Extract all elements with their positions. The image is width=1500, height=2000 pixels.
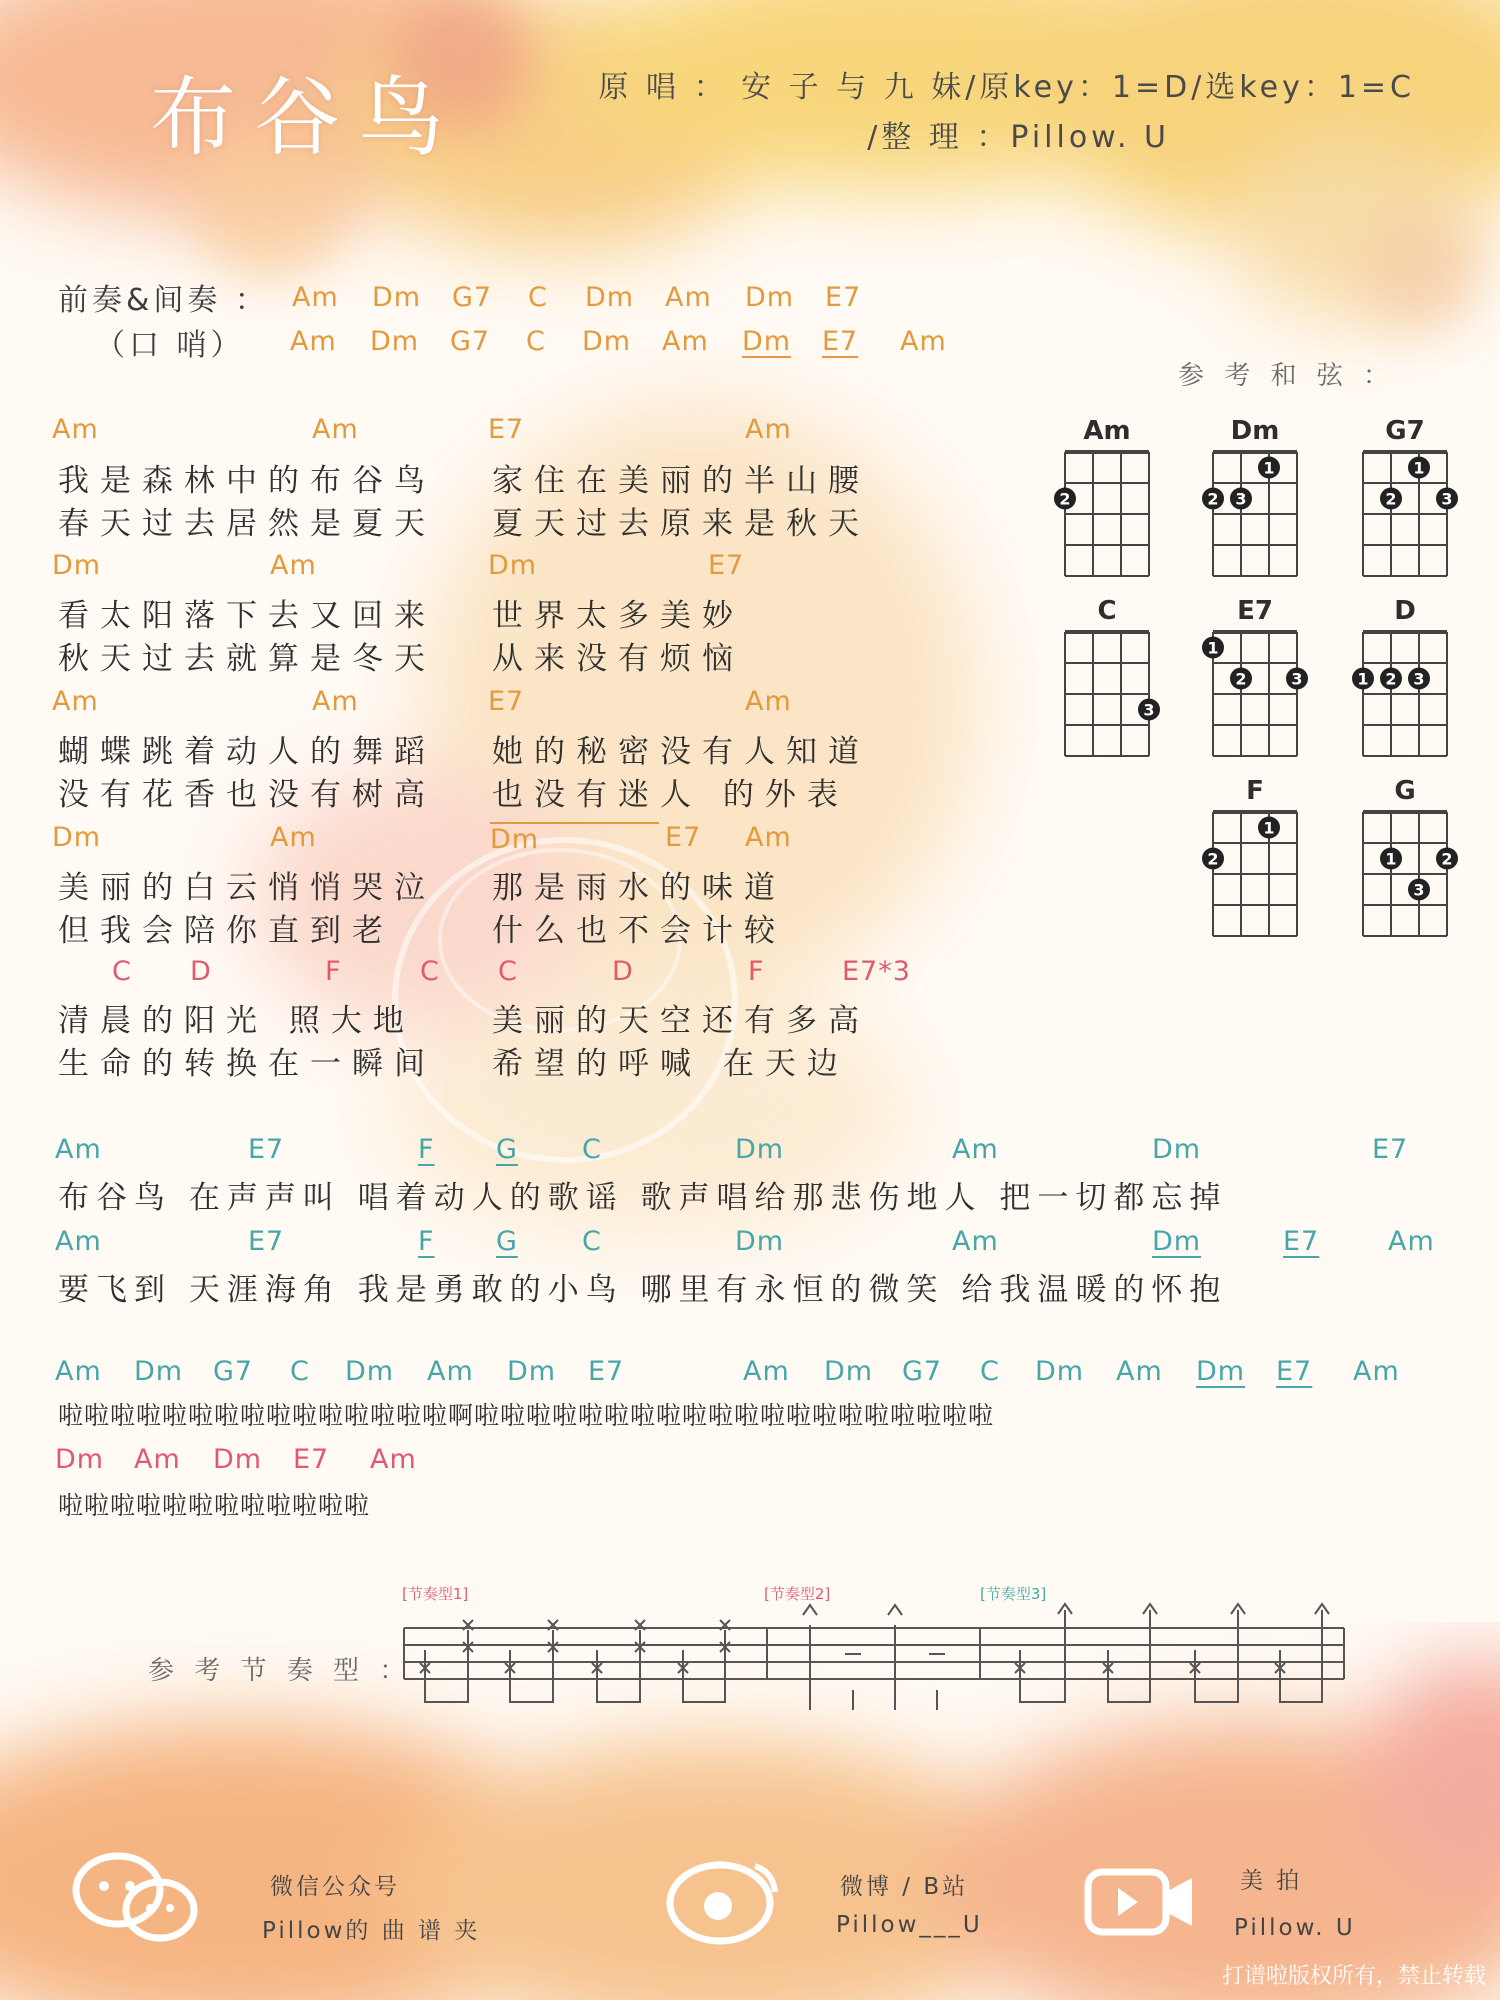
chord: Am	[662, 326, 709, 357]
verse-lyric: 她的秘密没有人知道	[492, 734, 870, 770]
song-meta-line1: 原 唱 ： 安 子 与 九 妹/原key：1=D/选key：1=C	[598, 70, 1415, 105]
outro-lyric: 啦啦啦啦啦啦啦啦啦啦啦啦啦啦啦啊啦啦啦啦啦啦啦啦啦啦啦啦啦啦啦啦啦啦啦啦	[58, 1401, 995, 1430]
song-title: 布谷鸟	[150, 68, 462, 168]
song-meta-line2: /整 理 ：Pillow. U	[867, 120, 1170, 155]
chord: C	[582, 1226, 602, 1257]
chord-diagram-name: G7	[1385, 416, 1425, 446]
chord: Am	[55, 1226, 102, 1257]
finger-number: 2	[1207, 489, 1219, 509]
chord: C	[290, 1356, 310, 1387]
chord: E7	[1276, 1356, 1313, 1387]
chord: D	[190, 956, 212, 987]
chord: E7	[1372, 1134, 1409, 1165]
chord: Dm	[507, 1356, 557, 1387]
chord: F	[418, 1226, 435, 1257]
chord: Dm	[52, 822, 102, 853]
meipai-label: 美 拍	[1240, 1868, 1303, 1894]
chord: E7	[665, 822, 702, 853]
weibo-name: Pillow___U	[836, 1912, 983, 1938]
chord: E7	[822, 326, 859, 357]
verse-lyric: 那是雨水的味道	[492, 870, 786, 906]
chord: Dm	[735, 1134, 785, 1165]
chord: Dm	[582, 326, 632, 357]
chord: Dm	[345, 1356, 395, 1387]
chord: Dm	[1196, 1356, 1246, 1387]
copyright-notice: 打谱啦版权所有，禁止转载	[1221, 1964, 1486, 1989]
chord: Am	[1116, 1356, 1163, 1387]
chord: C	[528, 282, 548, 313]
chord-diagram-name: Am	[1083, 416, 1131, 446]
chord: E7	[248, 1134, 285, 1165]
chord: C	[420, 956, 440, 987]
chord: Dm	[490, 822, 659, 855]
chord: E7	[488, 686, 525, 717]
chord: Dm	[370, 326, 420, 357]
meipai-name: Pillow. U	[1234, 1915, 1356, 1941]
chord: D	[612, 956, 634, 987]
finger-number: 3	[1291, 669, 1303, 689]
chord: Am	[270, 550, 317, 581]
chord: Am	[270, 822, 317, 853]
chord: Dm	[488, 550, 538, 581]
chord: Dm	[742, 326, 792, 357]
chord: Dm	[372, 282, 422, 313]
finger-number: 1	[1263, 458, 1275, 478]
chord: Am	[952, 1134, 999, 1165]
finger-number: 2	[1059, 489, 1071, 509]
verse-lyric: 也没有迷人 的外表	[492, 777, 849, 813]
chord: Am	[745, 822, 792, 853]
weibo-label: 微博 / B站	[840, 1874, 969, 1900]
chord: G7	[450, 326, 491, 357]
finger-number: 1	[1263, 818, 1275, 838]
chord: Dm	[134, 1356, 184, 1387]
verse-lyric: 看太阳落下去又回来	[58, 598, 436, 634]
verse-lyric: 夏天过去原来是秋天	[492, 506, 870, 542]
chord: Dm	[52, 550, 102, 581]
chord: F	[748, 956, 765, 987]
chord: G	[496, 1226, 518, 1257]
chord: E7	[1283, 1226, 1320, 1257]
chord: E7	[293, 1444, 330, 1475]
finger-number: 2	[1207, 849, 1219, 869]
verse-lyric: 希望的呼喊 在天边	[492, 1046, 849, 1082]
chord: Dm	[585, 282, 635, 313]
finger-number: 1	[1385, 849, 1397, 869]
verse-lyric: 但我会陪你直到老	[58, 913, 394, 949]
chord: F	[418, 1134, 435, 1165]
chord: Dm	[824, 1356, 874, 1387]
chord: Am	[292, 282, 339, 313]
chord: Am	[55, 1356, 102, 1387]
chord: Dm	[745, 282, 795, 313]
finger-number: 1	[1357, 669, 1369, 689]
chorus-lyric: 要飞到 天涯海角 我是勇敢的小鸟 哪里有永恒的微笑 给我温暖的怀抱	[58, 1272, 1228, 1308]
finger-number: 2	[1385, 489, 1397, 509]
outro-lyric: 啦啦啦啦啦啦啦啦啦啦啦啦	[58, 1491, 371, 1520]
chord-diagram-name: E7	[1237, 596, 1273, 626]
chord: Am	[745, 414, 792, 445]
rhythm-pattern2-label: [节奏型2]	[764, 1585, 831, 1603]
chord: Am	[55, 1134, 102, 1165]
finger-number: 2	[1441, 849, 1453, 869]
chord-diagram-name: C	[1097, 596, 1117, 626]
chord: C	[498, 956, 518, 987]
reference-chords-label: 参 考 和 弦 ：	[1178, 361, 1396, 391]
chord: Am	[370, 1444, 417, 1475]
chord: C	[980, 1356, 1000, 1387]
finger-number: 3	[1441, 489, 1453, 509]
chord: C	[112, 956, 132, 987]
chord: E7	[488, 414, 525, 445]
chord-diagram-name: G	[1394, 776, 1416, 806]
chord: Dm	[55, 1444, 105, 1475]
chord: E7	[248, 1226, 285, 1257]
finger-number: 3	[1235, 489, 1247, 509]
chord-diagram-name: F	[1246, 776, 1264, 806]
finger-number: 1	[1207, 638, 1219, 658]
verse-lyric: 美丽的白云悄悄哭泣	[58, 870, 436, 906]
verse-lyric: 生命的转换在一瞬间	[58, 1046, 436, 1082]
finger-number: 2	[1385, 669, 1397, 689]
chord: E7*3	[842, 956, 911, 987]
chord: Am	[52, 414, 99, 445]
rhythm-pattern3-label: [节奏型3]	[980, 1585, 1047, 1603]
chord: E7	[825, 282, 862, 313]
chord: G7	[902, 1356, 943, 1387]
chord: Dm	[213, 1444, 263, 1475]
verse-lyric: 清晨的阳光 照大地	[58, 1003, 415, 1039]
intro-sub-label: （口 哨）	[95, 328, 245, 363]
verse-lyric: 什么也不会计较	[492, 913, 786, 949]
verse-lyric: 蝴蝶跳着动人的舞蹈	[58, 734, 436, 770]
rhythm-label: 参 考 节 奏 型 ：	[148, 1656, 412, 1686]
meipai-video-icon	[1080, 1858, 1200, 1948]
chord: E7	[588, 1356, 625, 1387]
intro-label: 前奏&间奏 ：	[58, 283, 269, 318]
chord: Am	[952, 1226, 999, 1257]
verse-lyric: 美丽的天空还有多高	[492, 1003, 870, 1039]
chord: Dm	[735, 1226, 785, 1257]
chord: Dm	[1152, 1226, 1202, 1257]
wechat-icon	[70, 1848, 200, 1948]
verse-lyric: 春天过去居然是夏天	[58, 506, 436, 542]
chord: Dm	[1035, 1356, 1085, 1387]
finger-number: 3	[1413, 880, 1425, 900]
verse-lyric: 秋天过去就算是冬天	[58, 641, 436, 677]
finger-number: 2	[1235, 669, 1247, 689]
chord: Dm	[1152, 1134, 1202, 1165]
verse-lyric: 世界太多美妙	[492, 598, 744, 634]
chord: Am	[312, 414, 359, 445]
verse-lyric: 从来没有烦恼	[492, 641, 744, 677]
verse-lyric: 家住在美丽的半山腰	[492, 463, 870, 499]
chord: G7	[213, 1356, 254, 1387]
chord: Am	[745, 686, 792, 717]
weibo-icon	[660, 1848, 790, 1948]
chord: F	[325, 956, 342, 987]
verse-lyric: 没有花香也没有树高	[58, 777, 436, 813]
rhythm-pattern1-label: [节奏型1]	[402, 1585, 469, 1603]
chord: Am	[290, 326, 337, 357]
finger-number: 3	[1413, 669, 1425, 689]
chord: Am	[312, 686, 359, 717]
chord: Am	[665, 282, 712, 313]
finger-number: 3	[1143, 700, 1155, 720]
verse-lyric: 我是森林中的布谷鸟	[58, 463, 436, 499]
wechat-label: 微信公众号	[270, 1874, 400, 1900]
chord: G7	[452, 282, 493, 313]
chord: Am	[427, 1356, 474, 1387]
chord: G	[496, 1134, 518, 1165]
finger-number: 1	[1413, 458, 1425, 478]
chord: E7	[708, 550, 745, 581]
chord: Am	[743, 1356, 790, 1387]
chord: C	[582, 1134, 602, 1165]
chord: Am	[52, 686, 99, 717]
chord-diagram-name: Dm	[1230, 416, 1280, 446]
chord: Am	[1353, 1356, 1400, 1387]
chord: C	[526, 326, 546, 357]
wechat-name: Pillow的 曲 谱 夹	[262, 1918, 481, 1944]
chord: Am	[900, 326, 947, 357]
chorus-lyric: 布谷鸟 在声声叫 唱着动人的歌谣 歌声唱给那悲伤地人 把一切都忘掉	[58, 1180, 1228, 1216]
chord: Am	[1388, 1226, 1435, 1257]
chord: Am	[134, 1444, 181, 1475]
chord-diagram-name: D	[1394, 596, 1416, 626]
